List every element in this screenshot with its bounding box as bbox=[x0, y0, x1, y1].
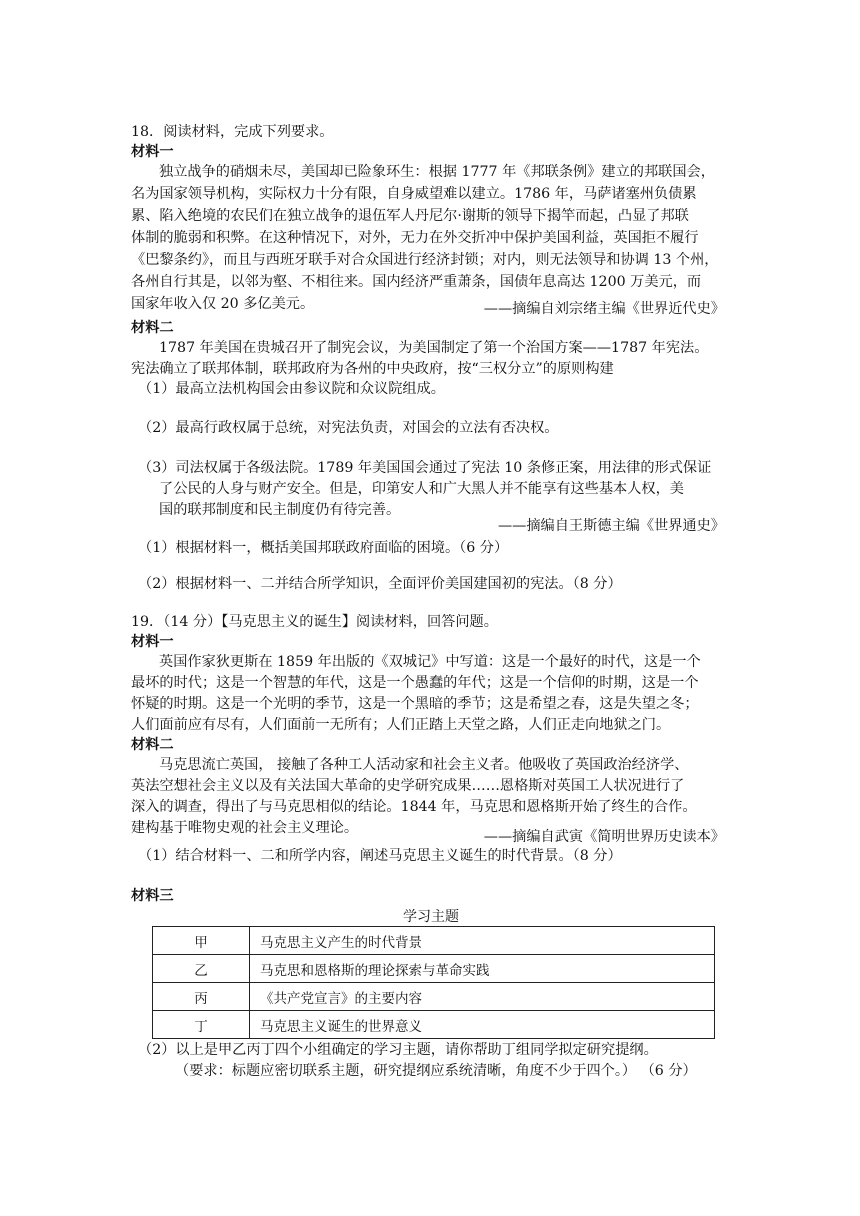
q18-m1-line: 累、陷入绝境的农民们在独立战争的退伍军人丹尼尔·谢斯的领导下揭竿而起，凸显了邦联 bbox=[131, 208, 689, 224]
q19-material3-label: 材料三 bbox=[131, 888, 174, 904]
q18-m2-line: 宪法确立了联邦体制，联邦政府为各州的中央政府，按“三权分立”的原则构建 bbox=[131, 361, 614, 377]
table-row bbox=[153, 1011, 715, 1039]
q18-m1-line: 名为国家领导机构，实际权力十分有限，自身威望难以建立。1786 年，马萨诸塞州负债累 bbox=[131, 186, 697, 202]
q19-m1-line: 英国作家狄更斯在 1859 年出版的《双城记》中写道：这是一个最好的时代，这是一个 bbox=[159, 654, 701, 670]
q18-m1-line: 各州自行其是，以邻为壑、不相往来。国内经济严重萧条，国债年息高达 1200 万美元，而 bbox=[131, 274, 702, 290]
table-caption: 学习主题 bbox=[403, 909, 459, 925]
q19-header: 19．（14 分）【马克思主义的诞生】阅读材料，回答问题。 bbox=[131, 614, 498, 630]
q18-m1-line: 《巴黎条约》，而且与西班牙联手对合众国进行经济封锁；对内，则无法领导和协调 13 个州， bbox=[131, 252, 719, 268]
topic-cell: 马克思主义产生的时代背景 bbox=[250, 927, 715, 955]
topic-cell: 《共产党宣言》的主要内容 bbox=[250, 983, 715, 1011]
q18-m1-line: 独立战争的硝烟未尽，美国却已险象环生：根据 1777 年《邦联条例》建立的邦联国会， bbox=[159, 164, 715, 180]
q18-question-1: （1）根据材料一，概括美国邦联政府面临的困境。（6 分） bbox=[138, 540, 509, 556]
table-row bbox=[153, 983, 715, 1011]
q19-m2-line: 英法空想社会主义以及有关法国大革命的史学研究成果……恩格斯对英国工人状况进行了 bbox=[131, 778, 685, 794]
group-cell: 丁 bbox=[153, 1011, 250, 1039]
q18-m2-item: （3）司法权属于各级法院。1789 年美国国会通过了宪法 10 条修正案，用法律的形式保证 bbox=[138, 460, 712, 476]
q18-m2-source: ——摘编自王斯德主编《世界通史》 bbox=[497, 518, 725, 534]
q18-m2-line: 1787 年美国在贵城召开了制宪会议，为美国制定了第一个治国方案——1787 年宪法。 bbox=[159, 340, 709, 356]
q18-m2-item: （1）最高立法机构国会由参议院和众议院组成。 bbox=[138, 381, 445, 397]
table-row bbox=[153, 927, 715, 955]
q18-header: 18．阅读材料，完成下列要求。 bbox=[131, 124, 334, 140]
q18-material1-label: 材料一 bbox=[131, 144, 174, 160]
q19-m2-line: 深入的调查，得出了与马克思相似的结论。1844 年，马克思和恩格斯开始了终生的合作。 bbox=[131, 799, 697, 815]
q19-question-1: （1）结合材料一、二和所学内容，阐述马克思主义诞生的时代背景。（8 分） bbox=[138, 848, 622, 864]
q18-m1-line: 国家年收入仅 20 多亿美元。 bbox=[131, 296, 315, 312]
q18-m2-item: （2）最高行政权属于总统，对宪法负责，对国会的立法有否决权。 bbox=[138, 420, 559, 436]
q19-m1-line: 人们面前应有尽有，人们面前一无所有；人们正踏上天堂之路，人们正走向地狱之门。 bbox=[131, 717, 671, 733]
q19-m1-line: 最坏的时代；这是一个智慧的年代，这是一个愚蠢的年代；这是一个信仰的时期，这是一个 bbox=[131, 675, 699, 691]
q18-m1-source: ——摘编自刘宗绪主编《世界近代史》 bbox=[483, 301, 725, 317]
q19-m1-line: 怀疑的时期。这是一个光明的季节，这是一个黑暗的季节；这是希望之春，这是失望之冬； bbox=[131, 696, 699, 712]
table-row bbox=[153, 955, 715, 983]
q18-material2-label: 材料二 bbox=[131, 320, 174, 336]
q18-question-2: （2）根据材料一、二并结合所学知识，全面评价美国建国初的宪法。（8 分） bbox=[138, 576, 622, 592]
group-cell: 丙 bbox=[153, 983, 250, 1011]
q18-m2-item3-cont: 国的联邦制度和民主制度仍有待完善。 bbox=[159, 502, 401, 518]
topic-cell: 马克思主义诞生的世界意义 bbox=[250, 1011, 715, 1039]
q19-question-2-requirement: （要求：标题应密切联系主题，研究提纲应系统清晰，角度不少于四个。） （6 分） bbox=[175, 1063, 697, 1079]
group-cell: 甲 bbox=[153, 927, 250, 955]
q19-material2-label: 材料二 bbox=[131, 737, 174, 753]
q19-m2-line: 马克思流亡英国， 接触了各种工人活动家和社会主义者。他吸收了英国政治经济学、 bbox=[159, 757, 689, 773]
q19-question-2: （2）以上是甲乙丙丁四个小组确定的学习主题，请你帮助丁组同学拟定研究提纲。 bbox=[138, 1042, 658, 1058]
group-cell: 乙 bbox=[153, 955, 250, 983]
q18-m2-item3-cont: 了公民的人身与财产安全。但是，印第安人和广大黑人并不能享有这些基本人权，美 bbox=[159, 481, 684, 497]
study-topics-table bbox=[152, 926, 715, 1039]
topic-cell: 马克思和恩格斯的理论探索与革命实践 bbox=[250, 955, 715, 983]
q19-m2-line: 建构基于唯物史观的社会主义理论。 bbox=[131, 820, 359, 836]
q19-material1-label: 材料一 bbox=[131, 634, 174, 650]
q18-m1-line: 体制的脆弱和积弊。在这种情况下，对外，无力在外交折冲中保护美国利益，英国拒不履行 bbox=[131, 230, 699, 246]
q19-m2-source: ——摘编自武寅《简明世界历史读本》 bbox=[483, 829, 725, 845]
